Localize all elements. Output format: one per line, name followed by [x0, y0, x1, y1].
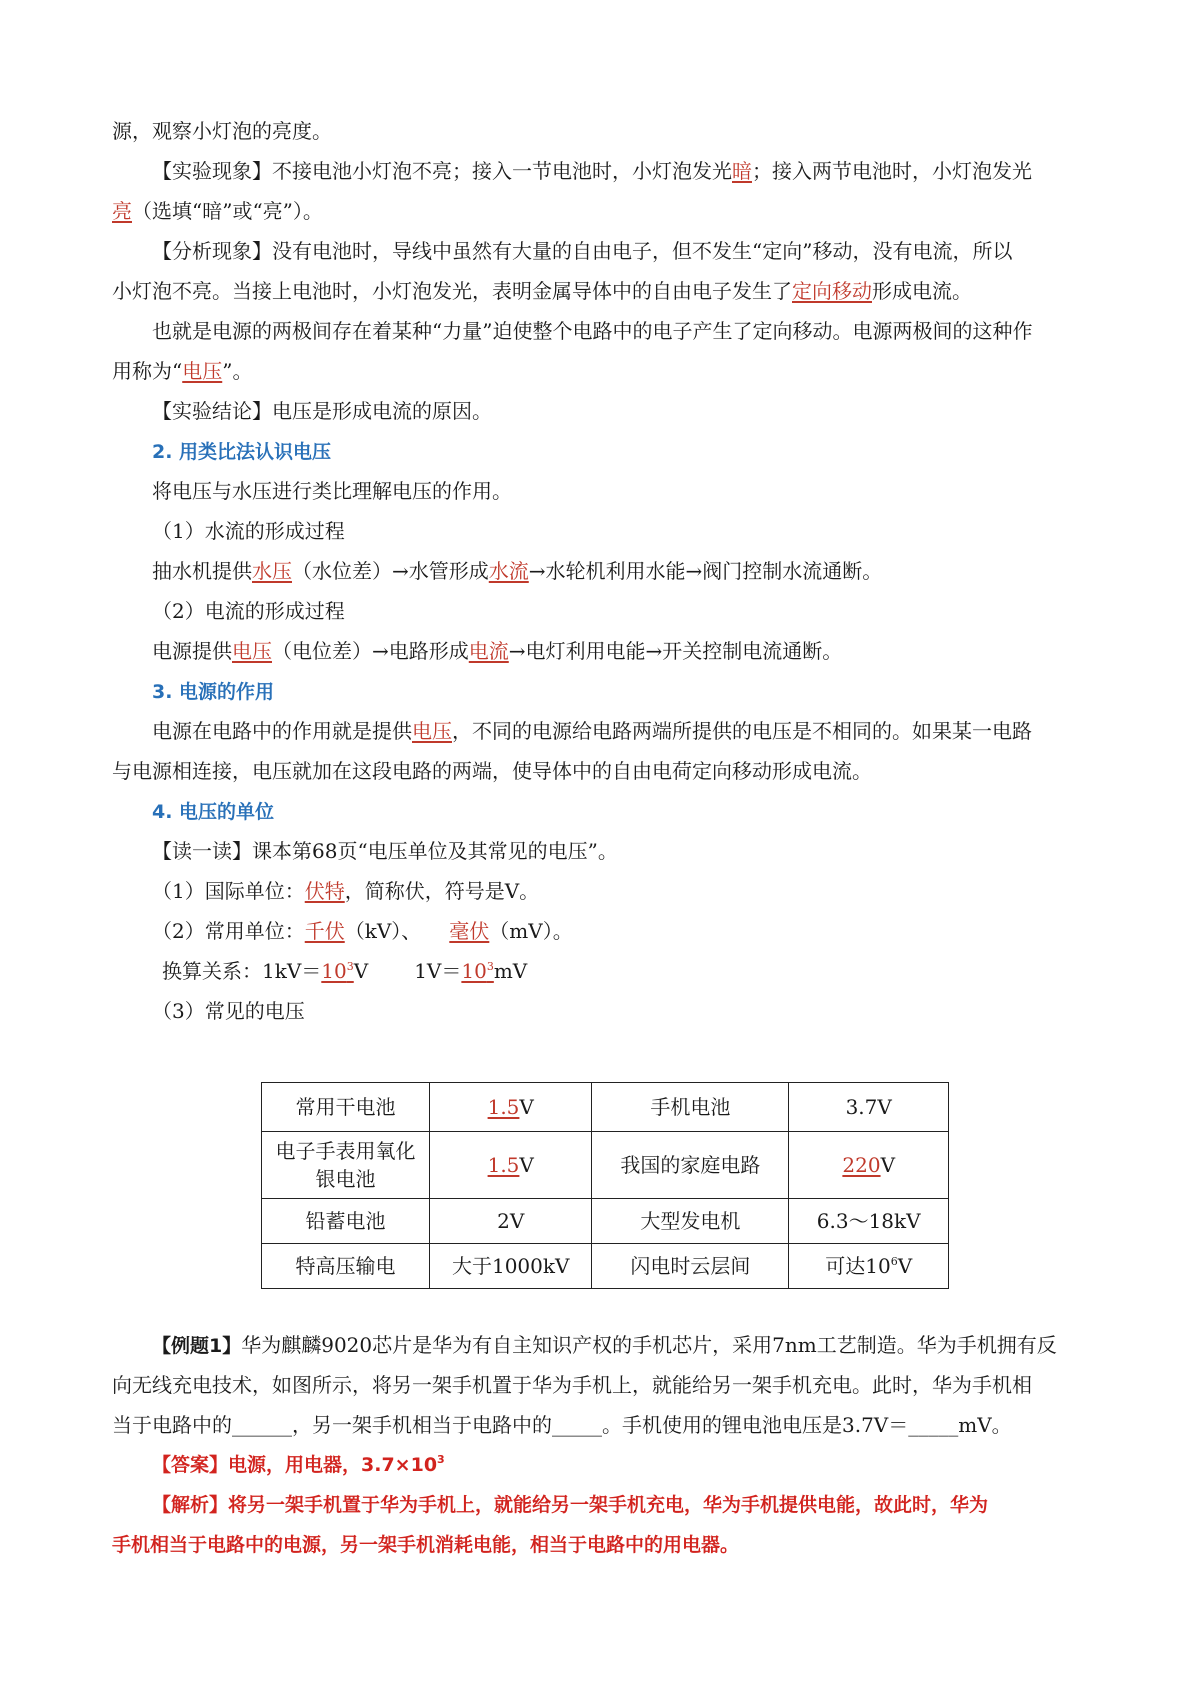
paragraph-line: 小灯泡不亮。当接上电池时，小灯泡发光，表明金属导体中的自由电子发生了定向移动形成电流。: [112, 279, 972, 303]
table-cell: 2V: [430, 1199, 592, 1244]
table-cell: 3.7V: [789, 1083, 949, 1132]
paragraph-line: 将电压与水压进行类比理解电压的作用。: [152, 479, 512, 503]
paragraph-line: 亮（选填“暗”或“亮”）。: [112, 199, 323, 223]
water-flow-process: 抽水机提供水压（水位差）→水管形成水流→水轮机利用水能→阀门控制水流通断。: [152, 559, 883, 583]
conversion-line: 换算关系：$1kV=10^3V$ $1V=10^3mV$: [162, 959, 528, 983]
answer-water-pressure: 水压: [252, 559, 292, 583]
answer-power-mv: $10^3$: [461, 959, 494, 983]
common-voltage-table: [261, 1082, 949, 1289]
answer-kilovolt: 千伏: [304, 919, 345, 943]
sub-heading: （2）电流的形成过程: [152, 599, 345, 623]
paragraph-line: 电源在电路中的作用就是提供电压，不同的电源给电路两端所提供的电压是不相同的。如果某一电路: [152, 719, 1032, 743]
table-cell: 可达$10^6V$: [789, 1244, 949, 1289]
table-row: [262, 1083, 949, 1132]
experiment-conclusion: 【实验结论】电压是形成电流的原因。: [152, 399, 492, 423]
current-flow-process: 电源提供电压（电位差）→电路形成电流→电灯利用电能→开关控制电流通断。: [152, 639, 843, 663]
table-cell: 1.5V: [430, 1132, 592, 1199]
paragraph-line: 与电源相连接，电压就加在这段电路的两端，使导体中的自由电荷定向移动形成电流。: [112, 759, 872, 783]
section-heading-3: 3. 电源的作用: [152, 681, 275, 703]
table-cell: 6.3～18kV: [789, 1199, 949, 1244]
answer-directional-movement: 定向移动: [792, 279, 872, 303]
section-heading-2: 2. 用类比法认识电压: [152, 441, 332, 463]
experiment-phenomenon: 【实验现象】不接电池小灯泡不亮；接入一节电池时，小灯泡发光暗；接入两节电池时，小灯泡发光: [152, 159, 1032, 183]
paragraph-line: 当于电路中的______，另一架手机相当于电路中的_____。手机使用的锂电池电压是3.7V＝_____mV。: [112, 1413, 1012, 1437]
table-row: [262, 1132, 949, 1199]
answer-power-kv: $10^3$: [321, 959, 354, 983]
analysis-phenomenon: 【分析现象】没有电池时，导线中虽然有大量的自由电子，但不发生“定向”移动，没有电流，所以: [152, 239, 1013, 263]
si-unit-line: （1）国际单位：伏特，简称伏，符号是V。: [152, 879, 540, 903]
paragraph-line: 用称为“电压”。: [112, 359, 253, 383]
table-cell: 手机电池: [592, 1083, 789, 1132]
sub-heading: （1）水流的形成过程: [152, 519, 345, 543]
table-cell: 大于1000kV: [430, 1244, 592, 1289]
table-row: [262, 1244, 949, 1289]
answer-millivolt: 毫伏: [449, 919, 490, 943]
table-cell: 铅蓄电池: [262, 1199, 430, 1244]
table-cell: 大型发电机: [592, 1199, 789, 1244]
answer-current: 电流: [468, 639, 509, 663]
read-note: 【读一读】课本第68页“电压单位及其常见的电压”。: [152, 839, 618, 863]
answer-water-flow: 水流: [488, 559, 529, 583]
answer-dim: 暗: [732, 159, 752, 183]
table-row: [262, 1199, 949, 1244]
answer-voltage: 电压: [412, 719, 452, 743]
common-units-line: （2）常用单位：千伏（kV）、 毫伏（mV）。: [152, 919, 573, 943]
explanation-line: 【解析】将另一架手机置于华为手机上，就能给另一架手机充电，华为手机提供电能，故此时，华为: [152, 1494, 989, 1516]
table-cell: 闪电时云层间: [592, 1244, 789, 1289]
example-question: 【例题1】华为麒麟9020芯片是华为有自主知识产权的手机芯片，采用7nm工艺制造。华为手机拥有反: [152, 1333, 1057, 1357]
example-label: 【例题1】: [152, 1335, 242, 1357]
answer-bright: 亮: [112, 199, 132, 223]
sub-heading: （3）常见的电压: [152, 999, 305, 1023]
answer-voltage: 电压: [232, 639, 272, 663]
table-cell: 特高压输电: [262, 1244, 430, 1289]
paragraph-line: 源，观察小灯泡的亮度。: [112, 119, 332, 143]
table-cell: 电子手表用氧化 银电池: [262, 1132, 430, 1199]
answer-line: 【答案】电源，用电器，$3.7\times 10^3$: [152, 1453, 445, 1476]
section-heading-4: 4. 电压的单位: [152, 801, 275, 823]
paragraph-line: 向无线充电技术，如图所示，将另一架手机置于华为手机上，就能给另一架手机充电。此时，华为手机相: [112, 1373, 1032, 1397]
table-cell: 常用干电池: [262, 1083, 430, 1132]
table-cell: 我国的家庭电路: [592, 1132, 789, 1199]
table-cell: 1.5V: [430, 1083, 592, 1132]
explanation-line: 手机相当于电路中的电源，另一架手机消耗电能，相当于电路中的用电器。: [112, 1534, 740, 1556]
table-cell: 220V: [789, 1132, 949, 1199]
answer-volt: 伏特: [304, 879, 345, 903]
answer-voltage: 电压: [182, 359, 223, 383]
paragraph-line: 也就是电源的两极间存在着某种“力量”迫使整个电路中的电子产生了定向移动。电源两极间的这种作: [152, 319, 1033, 343]
